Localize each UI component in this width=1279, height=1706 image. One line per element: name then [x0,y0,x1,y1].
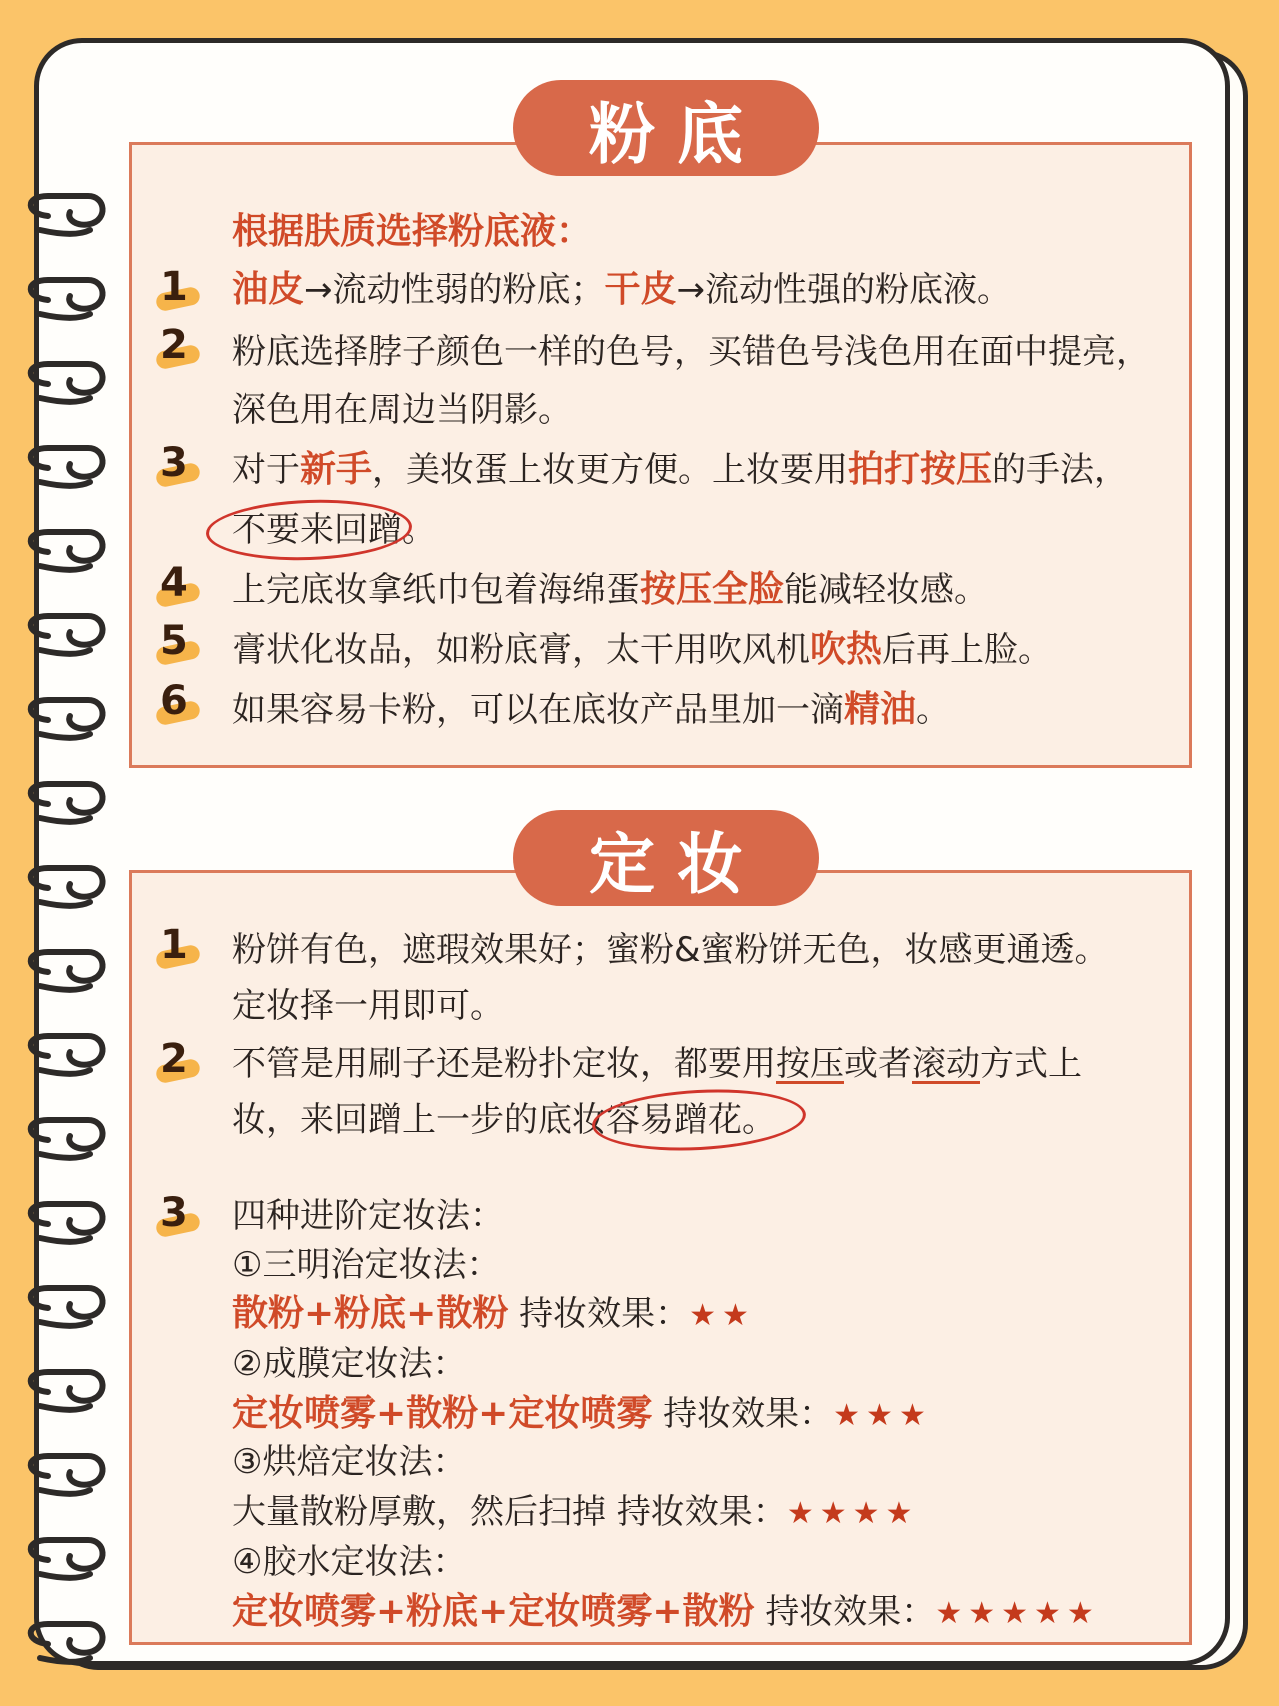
setting-item-3-heading: 四种进阶定妆法： [232,1196,504,1236]
spiral-ring [18,1618,110,1670]
method-4-detail [232,1590,1100,1636]
highlight-text: 油皮 [232,269,305,310]
spiral-ring [18,1030,110,1082]
setting-item-2-line-1 [232,1042,1082,1086]
spiral-ring [18,1282,110,1334]
text: 。 [916,690,951,730]
text: 能减轻妆感。 [784,570,989,610]
foundation-item-2-line-2: 深色用在周边当阴影。 [232,390,572,430]
method-formula: 定妆喷雾+粉底+定妆喷雾+散粉 [232,1591,755,1632]
item-number: 6 [160,678,218,730]
setting-item-1-line-2: 定妆择一用即可。 [232,986,504,1026]
text: 后再上脸。 [882,630,1053,670]
text: 的手法， [992,450,1129,490]
item-number: 2 [160,1036,218,1088]
method-formula: 定妆喷雾+散粉+定妆喷雾 [232,1393,653,1434]
foundation-item-2-line-1: 粉底选择脖子颜色一样的色号，买错色号浅色用在面中提亮， [232,332,1150,372]
spiral-ring [18,1534,110,1586]
star-rating: ★★★ [833,1398,932,1433]
item-number: 5 [160,618,218,670]
highlight-text: 精油 [844,689,917,730]
method-1-detail [232,1292,755,1338]
setting-item-2-line-2: 妆，来回蹭上一步的底妆容易蹭花。 [232,1100,776,1140]
text: 膏状化妆品，如粉底膏，太干用吹风机 [232,630,810,670]
item-number: 3 [160,440,218,492]
text: 方式上 [980,1044,1082,1084]
item-number: 3 [160,1190,218,1242]
spiral-ring [18,946,110,998]
method-2-name: ②成膜定妆法： [232,1344,467,1384]
spiral-ring [18,190,110,242]
text: 如果容易卡粉，可以在底妆产品里加一滴 [232,690,844,730]
underlined-text: 滚动 [912,1044,980,1084]
spiral-ring [18,862,110,914]
spiral-ring [18,358,110,410]
spiral-ring [18,1450,110,1502]
star-rating: ★★★★ [786,1496,919,1531]
rating-label: 持妆效果： [519,1294,690,1334]
item-number: 1 [160,264,218,316]
text: →流动性弱的粉底； [304,270,605,310]
highlight-text: 按压全脸 [640,569,785,610]
star-rating: ★★★★★ [935,1596,1100,1631]
highlight-text: 新手 [300,449,373,490]
text: →流动性强的粉底液。 [676,270,1012,310]
section-title-setting: 定妆 [513,810,819,906]
spiral-ring [18,1198,110,1250]
foundation-item-3-line-1 [232,448,1128,492]
method-1-name: ①三明治定妆法： [232,1245,501,1285]
rating-label: 持妆效果： [616,1492,787,1532]
highlight-text: 拍打按压 [848,449,993,490]
highlight-text: 干皮 [604,269,677,310]
star-rating: ★★ [689,1298,755,1333]
spiral-ring [18,1366,110,1418]
spiral-binding [0,0,120,1706]
setting-item-1-line-1: 粉饼有色，遮瑕效果好；蜜粉&蜜粉饼无色，妆感更通透。 [232,930,1109,970]
foundation-item-3-line-2: 不要来回蹭。 [232,510,436,550]
rating-label: 持妆效果： [663,1394,834,1434]
foundation-item-1 [232,268,1011,312]
text: 上完底妆拿纸巾包着海绵蛋 [232,570,640,610]
underlined-text: 按压 [776,1044,844,1084]
text: 对于 [232,450,300,490]
spiral-ring [18,274,110,326]
method-description: 大量散粉厚敷，然后扫掉 [232,1492,606,1532]
text: 不管是用刷子还是粉扑定妆，都要用 [232,1044,776,1084]
item-number: 2 [160,322,218,374]
text: ，美妆蛋上妆更方便。上妆要用 [372,450,849,490]
section-title-foundation: 粉底 [513,80,819,176]
method-3-name: ③烘焙定妆法： [232,1442,467,1482]
method-formula: 散粉+粉底+散粉 [232,1293,509,1334]
item-number: 1 [160,922,218,974]
spiral-ring [18,778,110,830]
foundation-item-6 [232,688,950,732]
spiral-ring [18,1114,110,1166]
foundation-heading: 根据肤质选择粉底液： [232,211,593,252]
foundation-item-5 [232,628,1052,672]
spiral-ring [18,610,110,662]
method-2-detail [232,1392,932,1438]
rating-label: 持妆效果： [765,1592,936,1632]
spiral-ring [18,694,110,746]
spiral-ring [18,442,110,494]
spiral-ring [18,526,110,578]
method-4-name: ④胶水定妆法： [232,1542,467,1582]
text: 或者 [844,1044,912,1084]
foundation-item-4 [232,568,988,612]
item-number: 4 [160,560,218,612]
method-3-detail [232,1490,918,1536]
highlight-text: 吹热 [810,629,883,670]
